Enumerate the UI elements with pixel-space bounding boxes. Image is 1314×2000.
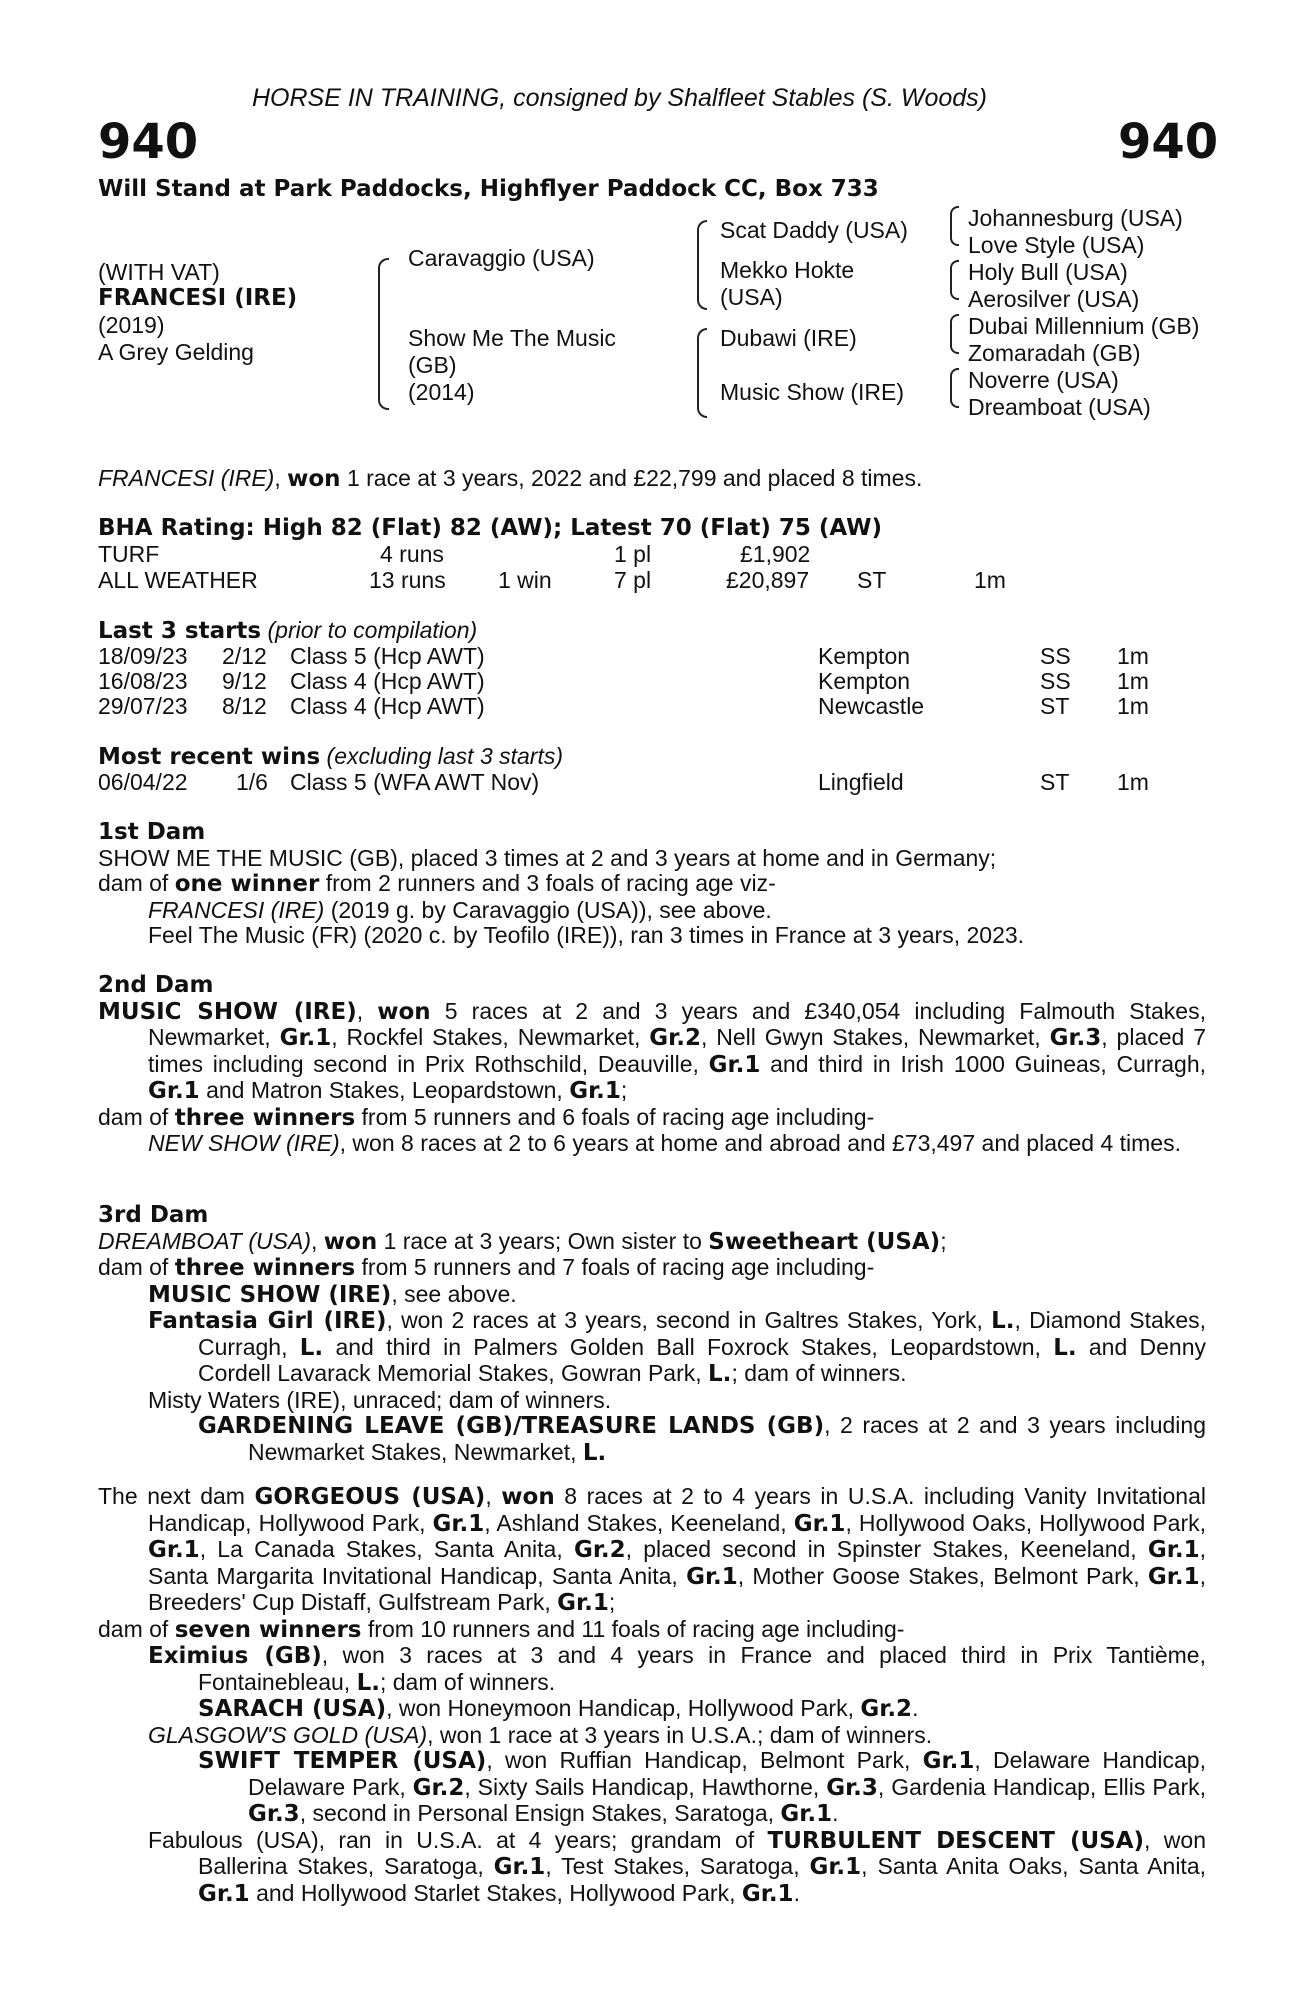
- first-dam-produce: [98, 871, 1206, 898]
- pedigree-bracket-g1: [950, 206, 959, 246]
- text: , won Honeymoon Handicap, Hollywood Park,: [386, 1695, 861, 1721]
- grade: L.: [991, 1308, 1015, 1334]
- last-starts-subtitle: (prior to compilation): [267, 617, 478, 643]
- record-surface: TURF: [98, 541, 160, 567]
- pedigree-dam-dam: Music Show (IRE): [720, 379, 905, 405]
- third-dam-record: DREAMBOAT (USA), won 1 race at 3 years; Own sister to Sweetheart (USA);: [98, 1227, 947, 1255]
- progeny-entry: [98, 1282, 1206, 1309]
- pedigree-bracket-dam-side: [697, 328, 707, 418]
- pedigree-bracket-g2: [950, 260, 959, 300]
- pedigree-g3-8: Dreamboat (USA): [968, 394, 1151, 420]
- winners-count: one winner: [174, 871, 320, 897]
- grade: Gr.2: [412, 1774, 465, 1801]
- text: , placed second in Spinster Stakes, Keeneland,: [625, 1536, 1148, 1562]
- grade: Gr.1: [809, 1854, 862, 1880]
- third-dam-section: [98, 1203, 1206, 1466]
- winners-count: three winners: [174, 1255, 356, 1281]
- grade: Gr.1: [686, 1563, 738, 1590]
- grade: Gr.1: [793, 1510, 846, 1537]
- progeny-name: SARACH (USA): [198, 1696, 387, 1722]
- progeny-entry: [98, 1643, 1206, 1696]
- text: The next dam: [98, 1483, 255, 1509]
- text: , won 2 races at 3 years, second in Galtres Stakes, York,: [386, 1307, 992, 1333]
- start-distance: 1m: [1117, 668, 1149, 694]
- progeny-entry: [98, 1723, 1206, 1749]
- grade: L.: [356, 1669, 380, 1696]
- text: , Test Stakes, Saratoga,: [545, 1853, 810, 1879]
- text: , second in Personal Ensign Stakes, Saratoga,: [299, 1800, 781, 1826]
- won: won: [377, 998, 431, 1025]
- record-distance: 1m: [974, 567, 1006, 593]
- text: and third in Irish 1000 Guineas, Curragh,: [760, 1050, 1207, 1077]
- start-date: 16/08/23: [98, 668, 188, 694]
- race-summary: FRANCESI (IRE), won 1 race at 3 years, 2022 and £22,799 and placed 8 times.: [98, 465, 923, 492]
- start-race: Class 4 (Hcp AWT): [290, 668, 485, 694]
- pedigree-dam: Show Me The Music: [408, 325, 616, 351]
- grade: Gr.1: [1147, 1537, 1200, 1563]
- lot-number-right: 940: [1118, 114, 1219, 170]
- recent-wins-subtitle: (excluding last 3 starts): [326, 743, 564, 769]
- text: from 5 runners and 7 foals of racing age including-: [355, 1254, 875, 1280]
- pedigree-sire: Caravaggio (USA): [408, 245, 595, 271]
- recent-wins-title: Most recent wins: [98, 744, 321, 770]
- text: from 2 runners and 3 foals of racing age viz-: [319, 870, 776, 896]
- pedigree-dam-sire: Dubawi (IRE): [720, 325, 857, 351]
- win-course: Lingfield: [818, 769, 904, 795]
- text: dam of: [98, 1615, 175, 1642]
- text: dam of: [98, 870, 175, 896]
- text: from 5 runners and 6 foals of racing age including-: [355, 1103, 875, 1130]
- text: 8 races at 2 to 4 years in U.S.A. including Vanity Invitational Handicap, Hollywood Park,: [148, 1483, 1206, 1536]
- start-course: Kempton: [818, 668, 911, 694]
- lot-number-left: 940: [98, 114, 199, 170]
- win-going: ST: [1040, 769, 1070, 795]
- progeny-name: Eximius (GB): [148, 1643, 322, 1669]
- start-date: 18/09/23: [98, 643, 188, 669]
- first-dam-heading: 1st Dam: [98, 819, 206, 845]
- pedigree-dam-year: (2014): [408, 379, 475, 405]
- progeny-entry: [98, 898, 1206, 924]
- text: ,: [485, 1483, 502, 1509]
- record-earnings: £1,902: [740, 541, 811, 567]
- text: .: [793, 1879, 800, 1906]
- winners-count: three winners: [174, 1104, 356, 1131]
- grade: Gr.1: [432, 1510, 485, 1537]
- dam-name: GORGEOUS (USA): [254, 1484, 486, 1510]
- record-placed: 1 pl: [614, 541, 652, 567]
- start-going: ST: [1040, 693, 1070, 719]
- progeny-entry: [98, 1413, 1206, 1466]
- progeny-name: GARDENING LEAVE (GB)/TREASURE LANDS (GB): [198, 1413, 825, 1439]
- record-going: ST: [857, 567, 887, 593]
- next-dam-record: [98, 1484, 1206, 1617]
- text: and Matron Stakes, Leopardstown,: [199, 1077, 570, 1103]
- progeny-name: MUSIC SHOW (IRE): [148, 1281, 392, 1308]
- text: from 10 runners and 11 foals of racing age including-: [361, 1615, 905, 1642]
- text: , won Ruffian Handicap, Belmont Park,: [486, 1747, 923, 1773]
- text: , Diamond Stakes, Curragh,: [198, 1307, 1207, 1360]
- text: , Mother Goose Stakes, Belmont Park,: [737, 1562, 1148, 1589]
- pedigree-bracket-g3: [950, 314, 959, 354]
- third-dam-heading: 3rd Dam: [98, 1202, 209, 1228]
- record-wins: 1 win: [498, 567, 552, 593]
- summary-horse-name: FRANCESI (IRE): [98, 465, 275, 491]
- grade: Gr.1: [557, 1590, 609, 1616]
- record-surface: ALL WEATHER: [98, 567, 258, 593]
- win-race: Class 5 (WFA AWT Nov): [290, 769, 540, 795]
- first-dam-section: [98, 820, 1206, 949]
- start-distance: 1m: [1117, 643, 1149, 669]
- pedigree-sire-sire: Scat Daddy (USA): [720, 217, 908, 243]
- progeny-entry: [98, 1131, 1206, 1157]
- grade: Gr.1: [780, 1801, 833, 1827]
- pedigree-g3-2: Love Style (USA): [968, 232, 1145, 258]
- first-dam-line: SHOW ME THE MUSIC (GB), placed 3 times at 2 and 3 years at home and in Germany;: [98, 844, 997, 871]
- grade: Gr.1: [148, 1537, 200, 1563]
- text: dam of: [98, 1103, 175, 1130]
- progeny-entry: [98, 1828, 1206, 1908]
- text: , Hollywood Oaks, Hollywood Park,: [845, 1509, 1207, 1536]
- next-dam-produce: [98, 1617, 1206, 1644]
- text: dam of: [98, 1254, 175, 1280]
- text: , Santa Anita Oaks, Santa Anita,: [861, 1853, 1207, 1879]
- third-dam-produce: [98, 1255, 1206, 1282]
- progeny-name: TURBULENT DESCENT (USA): [767, 1827, 1145, 1854]
- start-race: Class 4 (Hcp AWT): [290, 693, 485, 719]
- pedigree-g3-3: Holy Bull (USA): [968, 259, 1128, 285]
- summary-won: won: [287, 466, 341, 492]
- last-starts-heading: [98, 618, 477, 644]
- start-course: Newcastle: [818, 693, 925, 719]
- text: and third in Palmers Golden Ball Foxrock Stakes, Leopardstown,: [323, 1333, 1054, 1360]
- stand-location: Will Stand at Park Paddocks, Highflyer Paddock CC, Box 733: [98, 176, 879, 202]
- pedigree-sire-dam-country: (USA): [720, 284, 783, 310]
- text: , Delaware Handicap, Delaware Park,: [248, 1747, 1206, 1800]
- grade: L.: [582, 1439, 607, 1466]
- text: , Breeders' Cup Distaff, Gulfstream Park,: [148, 1562, 1206, 1615]
- progeny-entry: [98, 1696, 1206, 1723]
- grade: Gr.3: [248, 1801, 300, 1827]
- pedigree-bracket-gen1: [378, 258, 389, 410]
- progeny-entry: Misty Waters (IRE), unraced; dam of winners.: [148, 1386, 612, 1413]
- next-dam-section: [98, 1484, 1206, 1907]
- grade: Gr.1: [198, 1880, 250, 1907]
- start-course: Kempton: [818, 643, 911, 669]
- text: ; dam of winners.: [379, 1668, 556, 1695]
- grade: Gr.1: [1147, 1563, 1200, 1590]
- start-position: 8/12: [222, 693, 267, 719]
- progeny-name: FRANCESI (IRE): [148, 896, 325, 923]
- text: , Gardenia Handicap, Ellis Park,: [877, 1773, 1206, 1800]
- horse-name: FRANCESI (IRE): [98, 285, 298, 311]
- horse-year: (2019): [98, 312, 165, 338]
- record-placed: 7 pl: [614, 567, 652, 593]
- grade: Gr.3: [1049, 1025, 1102, 1051]
- pedigree-g3-5: Dubai Millennium (GB): [968, 313, 1200, 339]
- progeny-entry: Feel The Music (FR) (2020 c. by Teofilo (IRE)), ran 3 times in France at 3 years, 2023.: [148, 922, 1025, 948]
- pedigree-dam-country: (GB): [408, 352, 457, 378]
- text: , Sixty Sails Handicap, Hawthorne,: [464, 1773, 827, 1800]
- start-race: Class 5 (Hcp AWT): [290, 643, 485, 669]
- start-going: SS: [1040, 643, 1071, 669]
- record-runs: 4 runs: [380, 541, 444, 567]
- text: Fabulous (USA), ran in U.S.A. at 4 years; grandam of: [148, 1826, 768, 1853]
- winners-count: seven winners: [174, 1616, 362, 1643]
- record-runs: 13 runs: [369, 567, 446, 593]
- sister-name: Sweetheart (USA): [708, 1228, 941, 1255]
- vat-note: (WITH VAT): [98, 259, 220, 285]
- grade: L.: [1053, 1334, 1077, 1361]
- pedigree-sire-dam: Mekko Hokte: [720, 257, 855, 283]
- text: .: [832, 1800, 839, 1826]
- pedigree-g3-7: Noverre (USA): [968, 367, 1119, 393]
- text: .: [912, 1695, 919, 1721]
- grade: Gr.3: [826, 1774, 878, 1801]
- text: and Hollywood Starlet Stakes, Hollywood Park,: [249, 1879, 742, 1906]
- progeny-entry: [98, 1748, 1206, 1828]
- text: (2019 g. by Caravaggio (USA)), see above.: [324, 896, 772, 923]
- text: , won 3 races at 3 and 4 years in France and placed third in Prix Tantième, Fontainebleau,: [198, 1642, 1206, 1695]
- text: , Nell Gwyn Stakes, Newmarket,: [700, 1024, 1050, 1050]
- progeny-name: Fantasia Girl (IRE): [148, 1308, 387, 1334]
- text: and Denny Cordell Lavarack Memorial Stakes, Gowran Park,: [198, 1333, 1207, 1386]
- recent-wins-heading: [98, 744, 563, 770]
- record-earnings: £20,897: [726, 567, 810, 593]
- grade: Gr.1: [493, 1854, 546, 1880]
- pedigree-g3-1: Johannesburg (USA): [968, 205, 1183, 231]
- text: , placed 7 times including second in Prix Rothschild, Deauville,: [148, 1024, 1206, 1077]
- text: , Rockfel Stakes, Newmarket,: [331, 1024, 650, 1050]
- grade: L.: [708, 1361, 732, 1387]
- horse-description: A Grey Gelding: [98, 339, 254, 365]
- text: 1 race at 3 years; Own sister to: [377, 1227, 709, 1254]
- pedigree-bracket-sire-side: [697, 220, 707, 310]
- start-distance: 1m: [1117, 693, 1149, 719]
- grade: Gr.1: [148, 1078, 200, 1104]
- text: ;: [620, 1077, 628, 1103]
- text: , won 8 races at 2 to 6 years at home and abroad and £73,497 and placed 4 times.: [339, 1130, 1181, 1156]
- second-dam-heading: 2nd Dam: [98, 972, 214, 998]
- dam-name: DREAMBOAT (USA): [98, 1227, 311, 1254]
- grade: Gr.2: [860, 1696, 913, 1722]
- dam-name: MUSIC SHOW (IRE): [98, 998, 357, 1025]
- text: , 2 races at 2 and 3 years including Newmarket Stakes, Newmarket,: [248, 1412, 1206, 1465]
- second-dam-record: MUSIC SHOW (IRE), won 5 races at 2 and 3 years and £340,054 including Falmouth Stakes, Newmarket, Gr.1, Rockfel Stakes, Newmarket, Gr.2, Nell Gwyn Stakes, Newmarket, Gr.3, placed 7 times including second in Prix Rothschild, Deauville, Gr.1 and third in Irish 1000 Guineas, Curragh, Gr.1 and Matron Stakes, Leopardstown, Gr.1;: [98, 997, 1207, 1104]
- win-position: 1/6: [236, 769, 268, 795]
- start-going: SS: [1040, 668, 1071, 694]
- summary-text: 1 race at 3 years, 2022 and £22,799 and placed 8 times.: [340, 465, 923, 491]
- start-position: 9/12: [222, 668, 267, 694]
- bha-rating-title: BHA Rating: High 82 (Flat) 82 (AW); Latest 70 (Flat) 75 (AW): [98, 515, 883, 541]
- consignment-line: HORSE IN TRAINING, consigned by Shalfleet Stables (S. Woods): [252, 84, 987, 112]
- text: , Santa Margarita Invitational Handicap, Santa Anita,: [148, 1536, 1206, 1589]
- progeny-name: NEW SHOW (IRE): [148, 1130, 340, 1156]
- second-dam-section: [98, 973, 1206, 1157]
- grade: Gr.1: [569, 1078, 621, 1104]
- start-position: 2/12: [222, 643, 267, 669]
- pedigree-bracket-g4: [950, 368, 959, 408]
- text: ;: [940, 1227, 947, 1254]
- grade: Gr.1: [279, 1025, 332, 1051]
- won: won: [501, 1484, 555, 1510]
- won: won: [323, 1228, 378, 1255]
- text: ; dam of winners.: [731, 1360, 907, 1386]
- second-dam-produce: [98, 1105, 1206, 1132]
- grade: Gr.2: [649, 1025, 701, 1051]
- text: , La Canada Stakes, Santa Anita,: [199, 1536, 574, 1562]
- text: 5 races at 2 and 3 years and £340,054 including Falmouth Stakes, Newmarket,: [148, 997, 1206, 1050]
- text: ;: [608, 1589, 616, 1615]
- text: , won Ballerina Stakes, Saratoga,: [198, 1826, 1206, 1879]
- start-date: 29/07/23: [98, 693, 188, 719]
- text: , Ashland Stakes, Keeneland,: [484, 1509, 794, 1536]
- win-distance: 1m: [1117, 769, 1149, 795]
- text: , see above.: [391, 1280, 517, 1307]
- grade: L.: [299, 1334, 324, 1361]
- text: , won 1 race at 3 years in U.S.A.; dam of winners.: [427, 1721, 933, 1748]
- grade: Gr.1: [922, 1748, 975, 1774]
- grade: Gr.1: [708, 1051, 761, 1078]
- progeny-entry: [98, 1308, 1206, 1388]
- win-date: 06/04/22: [98, 769, 188, 795]
- progeny-name: GLASGOW'S GOLD (USA): [148, 1721, 428, 1748]
- pedigree-g3-6: Zomaradah (GB): [968, 340, 1141, 366]
- progeny-name: SWIFT TEMPER (USA): [198, 1748, 487, 1774]
- grade: Gr.1: [741, 1880, 794, 1907]
- last-starts-title: Last 3 starts: [98, 618, 262, 644]
- grade: Gr.2: [573, 1537, 626, 1563]
- pedigree-g3-4: Aerosilver (USA): [968, 286, 1140, 312]
